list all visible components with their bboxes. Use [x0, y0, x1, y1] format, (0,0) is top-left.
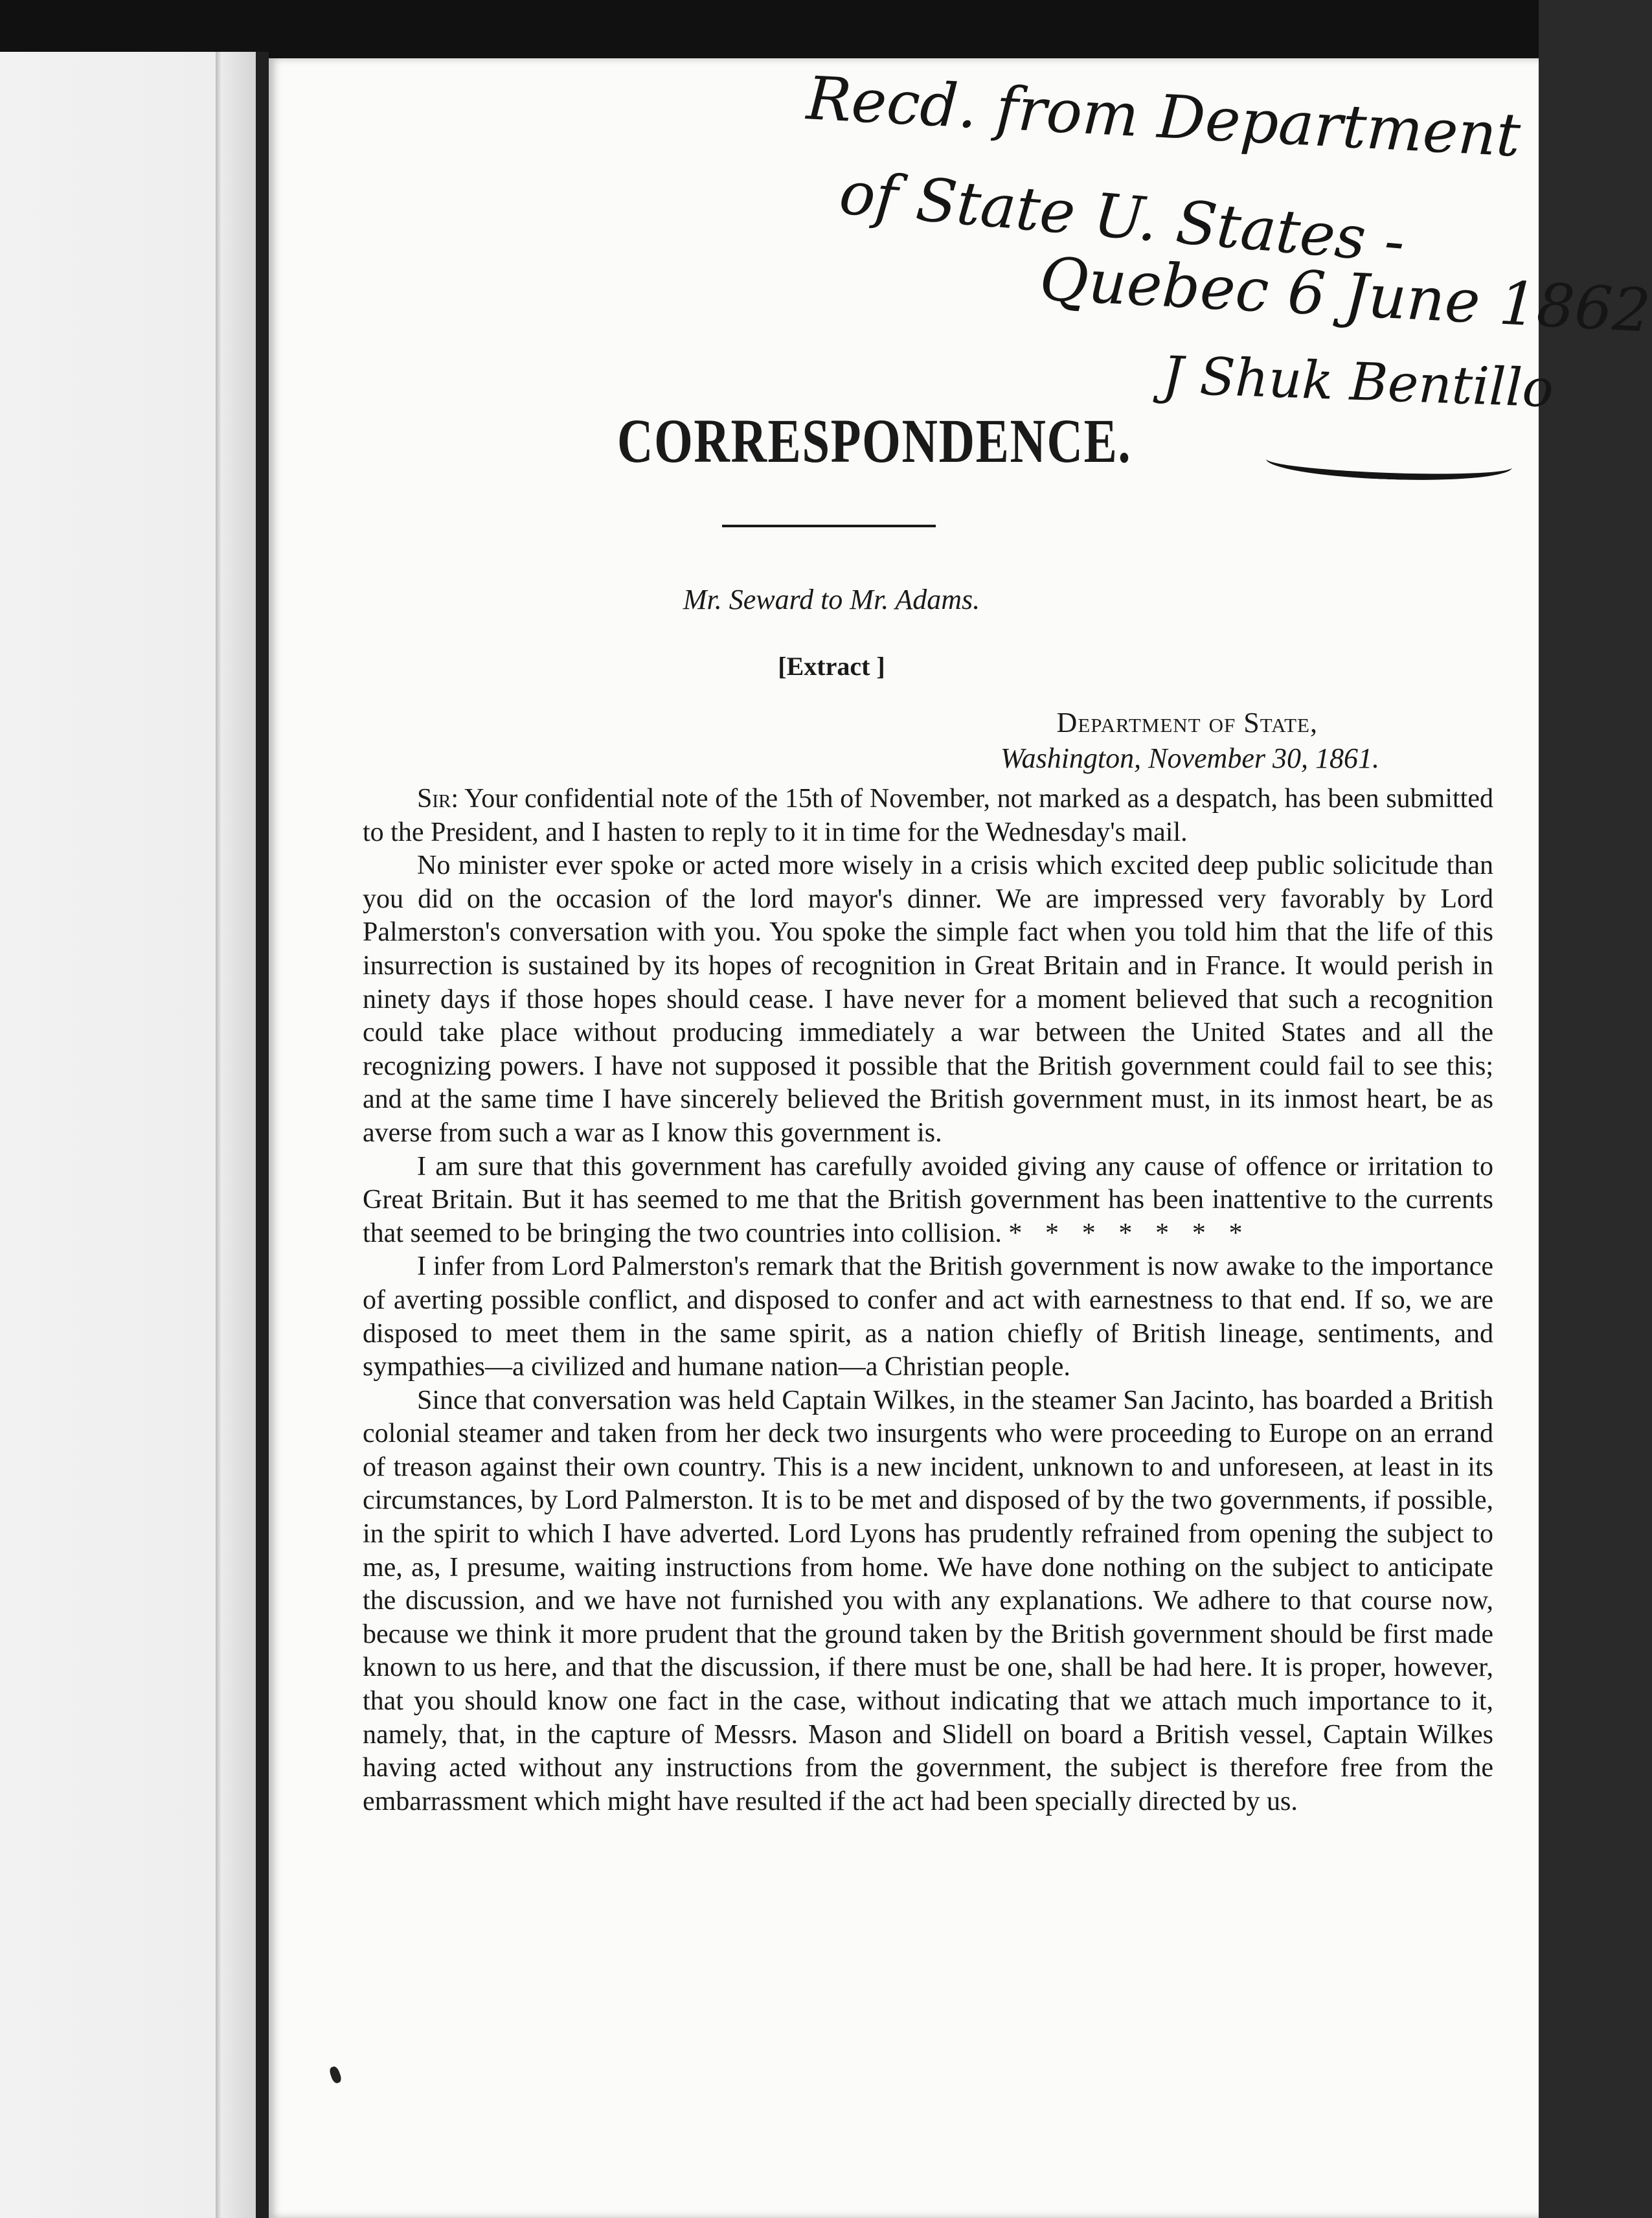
document-page	[269, 58, 1652, 2218]
paragraph: No minister ever spoke or acted more wisely in a crisis which excited deep public solicitude than you did on the occasion of the lord mayor's dinner. We are impressed very favorably by Lord Palmerston's conversation with you. You spoke the simple fact when you told him that the life of this insurrection is sustained by its hopes of recognition in Great Britain and in France. It would perish in ninety days if those hopes should cease. I have never for a moment believed that such a recognition could take place without producing immediately a war between the United States and all the recognizing powers. I have not supposed it possible that the British government could fail to see this; and at the same time I have sincerely believed the British government must, in its inmost heart, be as averse from such a war as I know this government is.	[363, 851, 1493, 1148]
letter-body	[363, 783, 1493, 1818]
handwritten-line-2: of State U. States -	[837, 158, 1408, 277]
letter-heading: Mr. Seward to Mr. Adams.	[683, 584, 980, 615]
handwritten-signature: J Shuk Bentillo	[1161, 345, 1555, 419]
paragraph-text: I am sure that this government has carefully avoided giving any cause of offence or irritation to Great Britain. But it has seemed to me that the British government has been inattentive to the currents that seemed to be bringing the two countries into collision.	[363, 1151, 1493, 1248]
paragraph-text: Your confidential note of the 15th of November, not marked as a despatch, has been submitted to the President, and I hasten to reply to it in time for the Wednesday's mail.	[363, 784, 1493, 847]
signature-flourish	[1265, 442, 1513, 483]
paragraph: I infer from Lord Palmerston's remark that the British government is now awake to the importance of averting possible conflict, and disposed to confer and act with earnestness to that end. If so, we are disposed to meet them in the same spirit, as a nation chiefly of British lineage, sentiments, and sympathies—a civilized and humane nation—a Christian people.	[363, 1252, 1493, 1382]
paragraph	[363, 783, 1493, 849]
handwritten-line-3: Quebec 6 June 1862	[1037, 244, 1652, 346]
title-divider	[722, 525, 936, 527]
extract-label: [Extract ]	[778, 652, 885, 681]
dateline	[894, 706, 1379, 775]
ellipsis-stars: * * * * * * *	[1008, 1218, 1251, 1248]
dateline-place-date: Washington, November 30, 1861.	[1000, 742, 1379, 774]
page-title: CORRESPONDENCE.	[617, 406, 1132, 475]
facing-page-edge	[0, 52, 256, 2218]
paragraph: Since that conversation was held Captain Wilkes, in the steamer San Jacinto, has boarded a British colonial steamer and taken from her deck two insurgents who were proceeding to Europe on an errand of treason against their own country. This is a new incident, unknown to and unforeseen, at least in its circumstances, by Lord Palmerston. It is to be met and disposed of by the two governments, if possible, in the spirit to which I have adverted. Lord Lyons has prudently refrained from opening the subject to me, as, I presume, waiting instructions from home. We have done nothing on the subject to anticipate the discussion, and we have not furnished you with any explanations. We adhere to that course now, because we think it more prudent that the ground taken by the British government should be first made known to us here, and that the discussion, if there must be one, shall be had here. It is proper, however, that you should know one fact in the case, without indicating that we attach much importance to it, namely, that, in the capture of Messrs. Mason and Slidell on board a British vessel, Captain Wilkes having acted without any instructions from the government, the subject is therefore free from the embarrassment which might have resulted if the act had been specially directed by us.	[363, 1385, 1493, 1816]
facing-page-fold	[216, 52, 221, 2218]
ink-speck	[328, 2065, 343, 2084]
dateline-department: Department of State,	[1056, 707, 1318, 738]
handwritten-line-1: Recd. from Department	[804, 63, 1522, 170]
book-gutter	[256, 52, 269, 2218]
paragraph	[363, 1150, 1493, 1251]
scan-top-border	[0, 0, 1539, 58]
salutation: Sir:	[417, 784, 459, 814]
